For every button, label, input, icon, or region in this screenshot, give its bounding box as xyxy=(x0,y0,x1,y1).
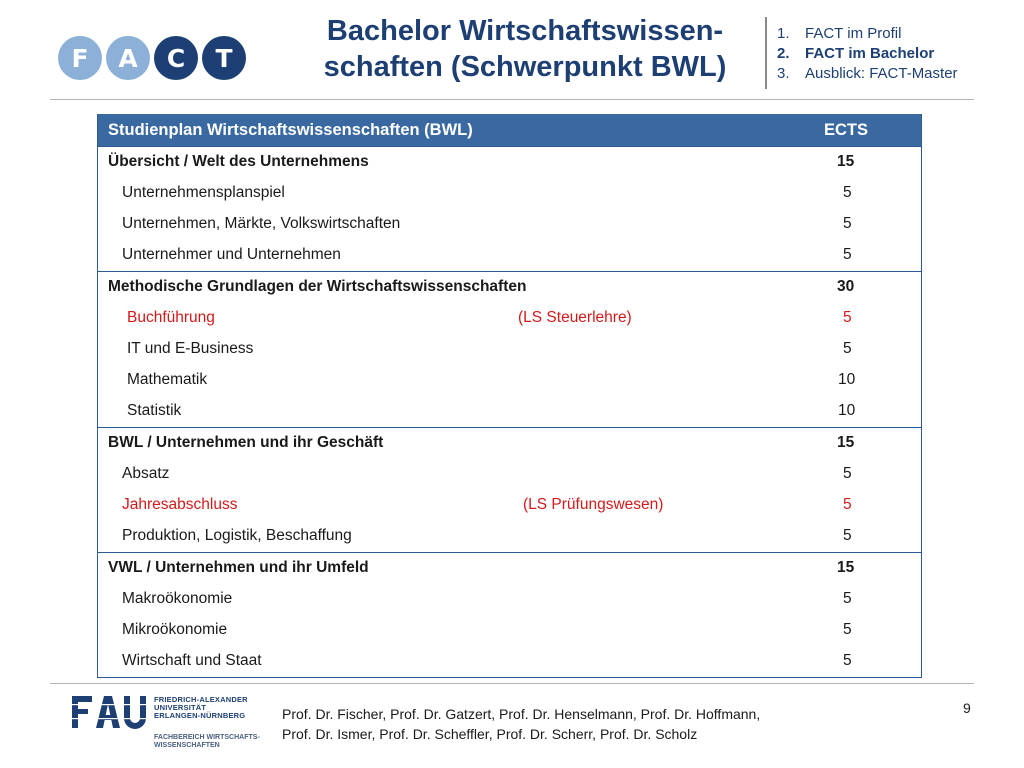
logo-letter-f: F xyxy=(58,36,102,80)
agenda-label: FACT im Bachelor xyxy=(805,45,935,62)
fau-department xyxy=(154,734,260,750)
module-ects: 10 xyxy=(838,371,856,388)
header-divider xyxy=(765,17,767,89)
page-number: 9 xyxy=(963,700,971,716)
table-row xyxy=(98,303,921,334)
module-ects: 5 xyxy=(843,496,852,513)
module-ects: 5 xyxy=(843,621,852,638)
footer-rule xyxy=(50,683,974,684)
group-header-row xyxy=(98,147,921,178)
table-row xyxy=(98,396,921,427)
professors-line: Prof. Dr. Fischer, Prof. Dr. Gatzert, Prof. Dr. Henselmann, Prof. Dr. Hoffmann, xyxy=(282,706,761,722)
module-ects: 10 xyxy=(838,402,856,419)
table-header xyxy=(98,114,921,146)
module-label: IT und E-Business xyxy=(127,340,254,357)
agenda-list xyxy=(777,24,958,84)
table-group xyxy=(98,146,921,271)
logo-letter-a: A xyxy=(106,36,150,80)
module-label: Unternehmer und Unternehmen xyxy=(122,246,341,263)
agenda-item xyxy=(777,64,958,84)
module-ects: 5 xyxy=(843,652,852,669)
module-ects: 5 xyxy=(843,309,852,326)
logo-letter-c: C xyxy=(154,36,198,80)
group-header-row xyxy=(98,272,921,303)
fau-department-line: FACHBEREICH WIRTSCHAFTS- xyxy=(154,734,260,741)
module-ects: 5 xyxy=(843,465,852,482)
table-row xyxy=(98,584,921,615)
group-title: Methodische Grundlagen der Wirtschaftswissenschaften xyxy=(108,278,527,295)
module-note: (LS Prüfungswesen) xyxy=(523,496,664,513)
fau-name-line: ERLANGEN-NÜRNBERG xyxy=(154,711,246,720)
fau-university-name xyxy=(154,696,248,720)
table-row xyxy=(98,209,921,240)
slide-title-line-1: Bachelor Wirtschaftswissen- xyxy=(326,15,724,47)
header-rule xyxy=(50,99,974,100)
module-ects: 5 xyxy=(843,184,852,201)
group-title: Übersicht / Welt des Unternehmens xyxy=(108,153,369,170)
group-ects: 15 xyxy=(837,153,855,170)
agenda-number: 3. xyxy=(777,65,790,82)
module-label: Wirtschaft und Staat xyxy=(122,652,262,669)
module-ects: 5 xyxy=(843,590,852,607)
agenda-item xyxy=(777,24,958,44)
column-header-module: Studienplan Wirtschaftswissenschaften (BWL) xyxy=(108,120,473,139)
group-ects: 15 xyxy=(837,434,855,451)
group-title: VWL / Unternehmen und ihr Umfeld xyxy=(108,559,369,576)
table-row xyxy=(98,646,921,677)
group-ects: 30 xyxy=(837,278,855,295)
professors-list xyxy=(282,704,760,744)
fau-department-line: WISSENSCHAFTEN xyxy=(154,742,220,749)
agenda-label: Ausblick: FACT-Master xyxy=(805,65,958,82)
professors-line: Prof. Dr. Ismer, Prof. Dr. Scheffler, Prof. Dr. Scherr, Prof. Dr. Scholz xyxy=(282,726,698,742)
module-label: Makroökonomie xyxy=(122,590,233,607)
fau-logo xyxy=(70,694,270,754)
module-label: Mikroökonomie xyxy=(122,621,228,638)
module-ects: 5 xyxy=(843,246,852,263)
study-plan-table xyxy=(97,114,922,678)
logo-letter-t: T xyxy=(202,36,246,80)
agenda-number: 1. xyxy=(777,25,790,42)
table-group xyxy=(98,271,921,427)
column-header-ects: ECTS xyxy=(824,120,869,139)
table-group xyxy=(98,427,921,552)
group-title: BWL / Unternehmen und ihr Geschäft xyxy=(108,434,384,451)
slide-title xyxy=(300,13,750,85)
agenda-number: 2. xyxy=(777,45,790,62)
table-row xyxy=(98,459,921,490)
table-group xyxy=(98,552,921,677)
group-header-row xyxy=(98,553,921,584)
slide-title-line-2: schaften (Schwerpunkt BWL) xyxy=(323,51,727,83)
group-header-row xyxy=(98,428,921,459)
module-label: Statistik xyxy=(127,402,182,419)
fau-wordmark-icon xyxy=(70,694,150,730)
module-ects: 5 xyxy=(843,340,852,357)
module-label: Buchführung xyxy=(127,309,215,326)
fau-name-line: FRIEDRICH-ALEXANDER xyxy=(154,695,248,704)
table-row xyxy=(98,615,921,646)
group-ects: 15 xyxy=(837,559,855,576)
module-label: Absatz xyxy=(122,465,170,482)
table-row xyxy=(98,334,921,365)
module-label: Unternehmen, Märkte, Volkswirtschaften xyxy=(122,215,401,232)
table-row xyxy=(98,178,921,209)
table-row xyxy=(98,521,921,552)
table-row xyxy=(98,490,921,521)
agenda-item-active xyxy=(777,44,958,64)
fau-name-line: UNIVERSITÄT xyxy=(154,703,207,712)
table-row xyxy=(98,365,921,396)
agenda-label: FACT im Profil xyxy=(805,25,902,42)
module-label: Mathematik xyxy=(127,371,208,388)
table-row xyxy=(98,240,921,271)
module-label: Jahresabschluss xyxy=(122,496,238,513)
module-note: (LS Steuerlehre) xyxy=(518,309,632,326)
fact-logo xyxy=(58,36,246,82)
module-label: Unternehmensplanspiel xyxy=(122,184,285,201)
module-ects: 5 xyxy=(843,215,852,232)
module-ects: 5 xyxy=(843,527,852,544)
module-label: Produktion, Logistik, Beschaffung xyxy=(122,527,352,544)
